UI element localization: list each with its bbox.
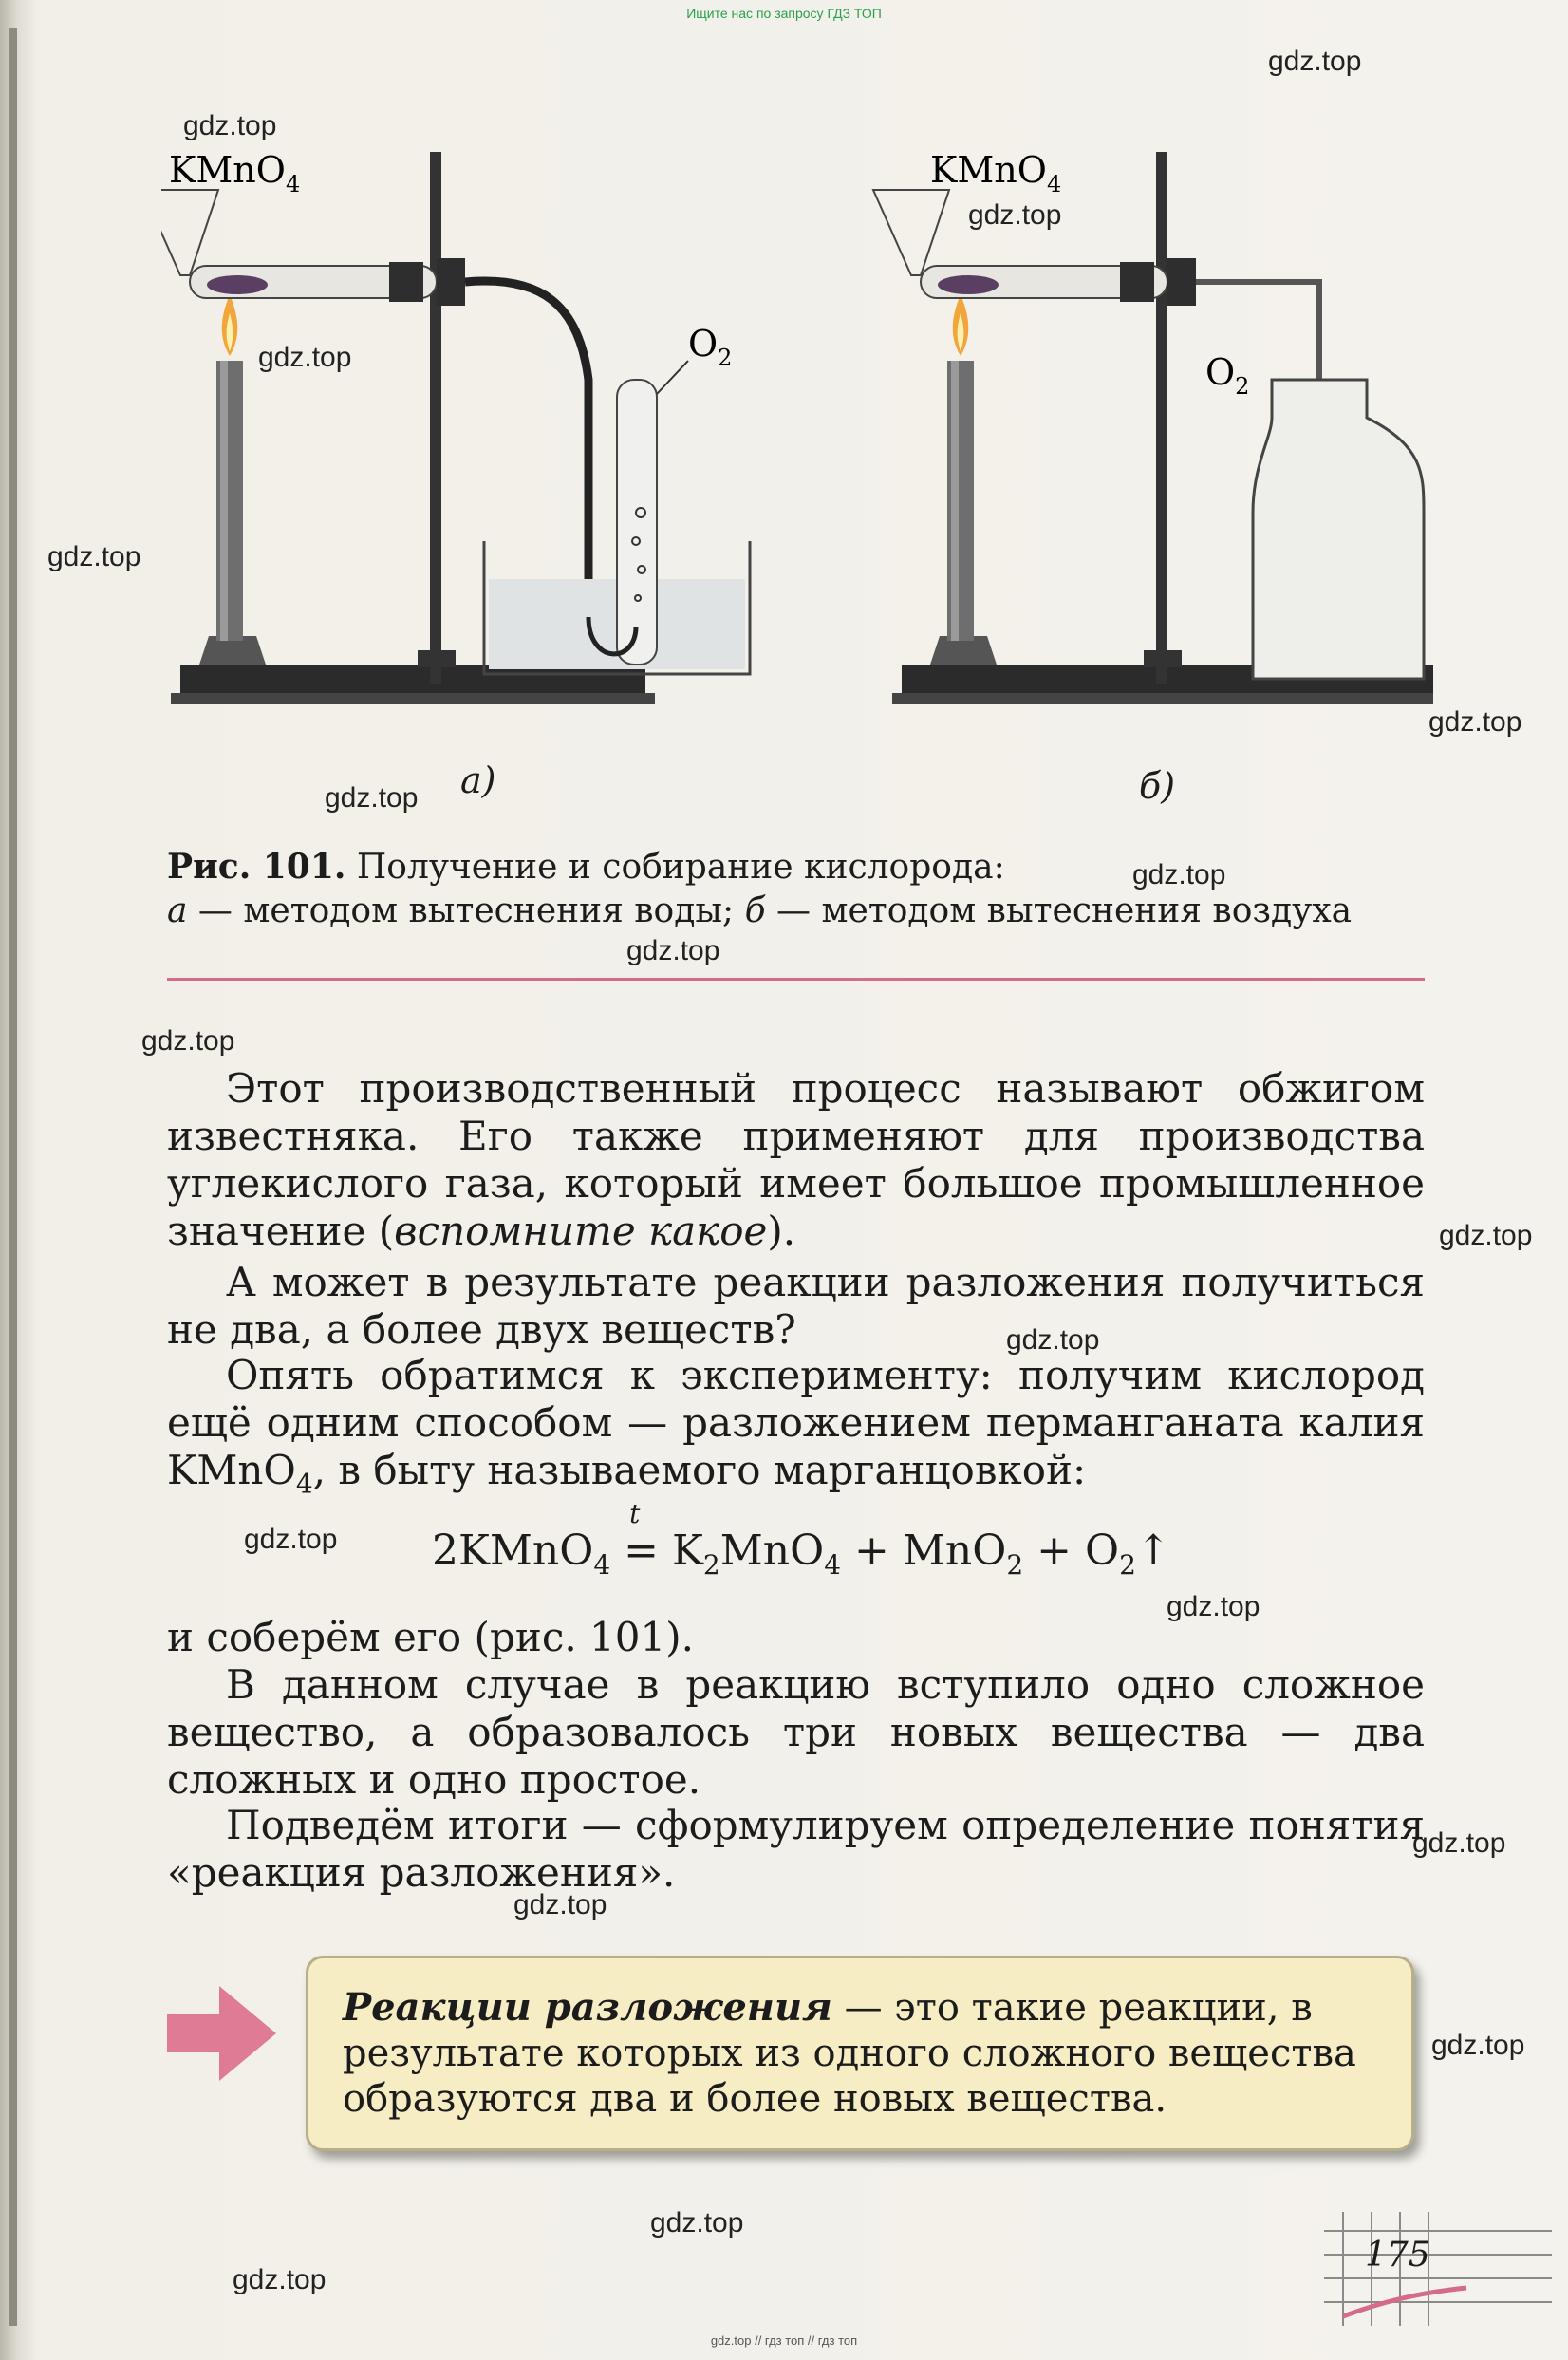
definition-body: — это такие реакции, в результате которых из одного сложного вещества образуются два и более новых вещества. xyxy=(343,1986,1356,2121)
caption-a-text: — методом вытеснения воды; xyxy=(187,891,745,930)
paragraph-3: Опять обратимся к эксперименту: получим кислород ещё одним способом — разложением перманганата калия KMnO$_4$, в быту называемого марганцовкой: xyxy=(167,1352,1425,1500)
stand-rod-right xyxy=(1156,152,1167,684)
kmno4-crystals-right xyxy=(938,275,999,294)
stand-base-left xyxy=(180,665,645,698)
page-number: 175 xyxy=(1365,2236,1430,2275)
header-note[interactable]: Ищите нас по запросу ГДЗ ТОП xyxy=(686,6,882,21)
watermark: gdz.top xyxy=(141,1025,235,1057)
watermark: gdz.top xyxy=(233,2264,327,2295)
page-corner-decoration xyxy=(1324,2212,1552,2326)
caption-b-letter: б xyxy=(744,891,766,930)
funnel-left xyxy=(161,190,218,275)
watermark: gdz.top xyxy=(47,541,141,572)
watermark: gdz.top xyxy=(1412,1827,1506,1859)
watermark: gdz.top xyxy=(1167,1591,1260,1622)
caption-divider xyxy=(167,978,1425,981)
figure-oxygen-apparatus xyxy=(161,133,1433,797)
figure-label-a: а) xyxy=(460,759,496,801)
watermark: gdz.top xyxy=(1439,1220,1533,1251)
watermark: gdz.top xyxy=(1431,2030,1525,2061)
collection-bottle xyxy=(1253,380,1424,679)
watermark: gdz.top xyxy=(258,342,352,373)
watermark: gdz.top xyxy=(968,199,1062,231)
paragraph-2: А может в результате реакции разложения получиться не два, а более двух веществ? xyxy=(167,1259,1425,1353)
watermark: gdz.top xyxy=(1006,1324,1100,1356)
reaction-equation: 2KMnO$_4$ t = $K_2MnO_4 + MnO_2$ + $O_2↑$ xyxy=(432,1498,1171,1581)
watermark: gdz.top xyxy=(244,1524,338,1555)
kmno4-crystals-left xyxy=(207,275,268,294)
paragraph-1: Этот производственный процесс называют обжигом известняка. Его также применяют для производства углекислого газа, который имеет большое промышленное значение (вспомните какое). xyxy=(167,1065,1425,1254)
apparatus-water-displacement xyxy=(161,149,750,704)
caption-b-text: — методом вытеснения воздуха xyxy=(765,891,1353,930)
watermark: gdz.top xyxy=(183,110,277,141)
watermark: gdz.top xyxy=(1132,859,1226,890)
caption-a-letter: а xyxy=(167,891,188,930)
paragraph-4: и соберём его (рис. 101). xyxy=(167,1614,694,1660)
label-kmno4-left: KMnO$_4$ xyxy=(169,149,301,197)
funnel-right xyxy=(873,190,949,275)
definition-text xyxy=(343,1985,1387,2122)
apparatus-air-displacement xyxy=(873,149,1433,704)
watermark: gdz.top xyxy=(650,2207,744,2238)
book-spine xyxy=(9,28,17,2326)
caption-number: Рис. 101. xyxy=(167,847,346,887)
watermark: gdz.top xyxy=(1428,706,1522,738)
watermark: gdz.top xyxy=(513,1889,607,1920)
figure-label-b: б) xyxy=(1139,765,1176,807)
label-o2-left: $O_2$ xyxy=(688,323,733,371)
watermark: gdz.top xyxy=(1268,46,1362,77)
figure-caption xyxy=(167,845,1429,933)
paragraph-5: В данном случае в реакцию вступило одно сложное вещество, а образовалось три новых вещества — два сложных и одно простое. xyxy=(167,1661,1425,1803)
label-o2-right: $O_2$ xyxy=(1205,351,1250,400)
paragraph-6: Подведём итоги — сформулируем определение понятия «реакция разложения». xyxy=(167,1802,1425,1896)
caption-title: Получение и собирание кислорода: xyxy=(345,848,1005,887)
collection-tube xyxy=(617,380,657,665)
definition-box xyxy=(306,1956,1414,2151)
watermark: gdz.top xyxy=(325,782,419,814)
stand-rod-left xyxy=(430,152,441,684)
pointer-arrow-icon xyxy=(167,1986,281,2081)
watermark: gdz.top xyxy=(626,935,720,966)
label-kmno4-right: KMnO$_4$ xyxy=(930,149,1062,197)
footer-note[interactable]: gdz.top // гдз топ // гдз топ xyxy=(710,2333,858,2348)
definition-term: Реакции разложения xyxy=(343,1985,832,2030)
